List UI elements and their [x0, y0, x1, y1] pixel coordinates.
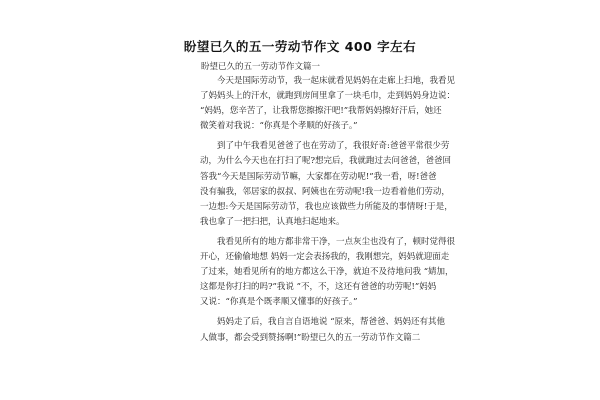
paragraph-line: 动，为什么今天也在打扫了呢?想完后，我就跑过去问爸爸，爸爸回 [200, 156, 452, 167]
paragraph-line: 到了中午我看见爸爸了也在劳动了，我很好奇:爸爸平常很少劳 [217, 141, 450, 152]
paragraph-line: 今天是国际劳动节，我一起床就看见妈妈在走廊上扫地，我看见 [217, 76, 456, 86]
paragraph [200, 235, 456, 310]
paragraph-line: 了过来，她看见所有的地方都这么干净，就迫不及待地问我 “婧加， [200, 267, 454, 278]
paragraph-line: 人做事，都会受到赞扬啊!”盼望已久的五一劳动节作文篇二 [200, 332, 421, 343]
paragraph-line: 妈妈走了后，我自言自语地说 “原来，帮爸爸、妈妈还有其他 [217, 317, 446, 328]
paragraph-line: 一边想:今天是国际劳动节，我也应该做些力所能及的事情呀!于是， [200, 201, 453, 212]
paragraph [200, 74, 456, 134]
paragraph-line: 答我“今天是国际劳动节嘛，大家都在劳动呢!”我一看，呀!爸爸 [200, 171, 437, 182]
paragraph-line: 开心，还偷偷地想 妈妈一定会表扬我的，我刚想完，妈妈就迎面走 [200, 252, 450, 263]
section-heading: 盼望已久的五一劳动节作文篇一 [201, 62, 321, 72]
paragraph-line: “妈妈，您辛苦了，让我帮您擦擦汗吧!”我帮妈妈擦好汗后，她还 [200, 106, 442, 117]
paragraph-line: 我也拿了一把扫把，认真地扫起地来。 [200, 216, 345, 227]
paragraph-line: 了妈妈头上的汗水，就跑到房间里拿了一块毛巾，走到妈妈身边说： [200, 91, 456, 102]
paragraph [200, 139, 453, 230]
paragraph-line: 这都是你打扫的吗?”我说 ”不，不，这还有爸爸的功劳呢!”妈妈 [200, 282, 437, 293]
paragraph-line: 又说：“你真是个既孝顺又懂事的好孩子。” [200, 297, 358, 308]
page-title: 盼望已久的五一劳动节作文 400 字左右 [183, 39, 417, 54]
paragraph-line: 微笑着对我说：“你真是个孝顺的好孩子。” [200, 121, 358, 132]
paragraph-line: 我看见所有的地方都非常干净，一点灰尘也没有了，顿时觉得很 [217, 236, 456, 247]
article-body [200, 74, 456, 351]
paragraph-line: 没有骗我，邻居家的叔叔、阿姨也在劳动呢!我一边看着他们劳动， [200, 186, 450, 197]
paragraph [200, 315, 446, 345]
